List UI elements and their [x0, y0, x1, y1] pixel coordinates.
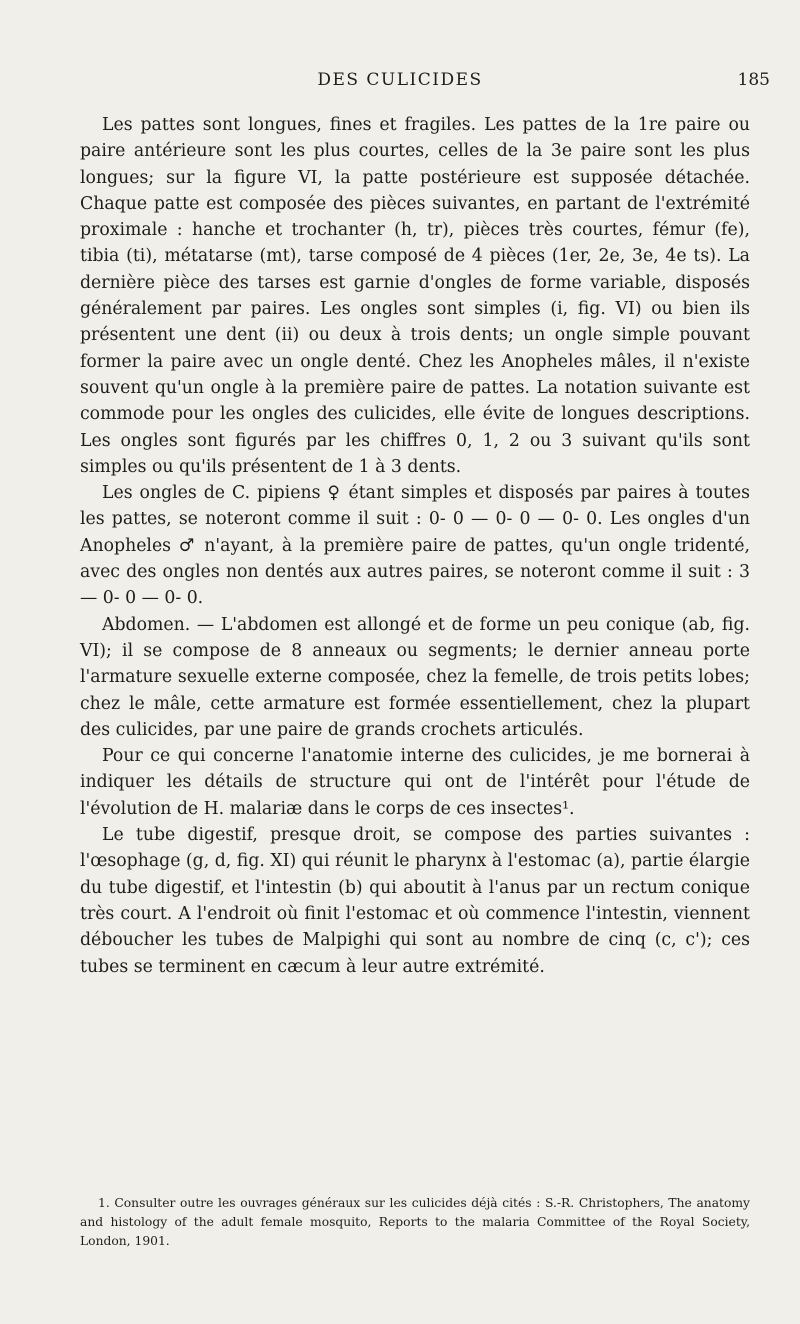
paragraph-legs: Les pattes sont longues, fines et fragiles. Les pattes de la 1re paire ou paire antérieure sont les plus courtes, celles de la 3e paire sont les plus longues; sur la figure VI, la patte postérieure est supposée détachée. Chaque patte est composée des pièces suivantes, en partant de l'extrémité proximale : hanche et trochanter (h, tr), pièces très courtes, fémur (fe), tibia (ti), métatarse (mt), tarse composé de 4 pièces (1er, 2e, 3e, 4e ts). La dernière pièce des tarses est garnie d'ongles de forme variable, disposés généralement par paires. Les ongles sont simples (i, fig. VI) ou bien ils présentent une dent (ii) ou deux à trois dents; un ongle simple pouvant former la paire avec un ongle denté. Chez les Anopheles mâles, il n'existe souvent qu'un ongle à la première paire de pattes. La notation suivante est commode pour les ongles des culicides, elle évite de longues descriptions. Les ongles sont figurés par les chiffres 0, 1, 2 ou 3 suivant qu'ils sont simples ou qu'ils présentent de 1 à 3 dents.: [80, 115, 750, 477]
running-title: DES CULICIDES: [317, 70, 483, 90]
paragraph-digestive-tube: Le tube digestif, presque droit, se compose des parties suivantes : l'œsophage (g, d, fig. XI) qui réunit le pharynx à l'estomac (a), partie élargie du tube digestif, et l'intestin (b) qui aboutit à l'anus par un rectum conique très court. A l'endroit où finit l'estomac et où commence l'intestin, viennent déboucher les tubes de Malpighi qui sont au nombre de cinq (c, c'); ces tubes se terminent en cæcum à leur autre extrémité.: [80, 825, 750, 977]
page-number: 185: [737, 70, 770, 90]
paragraph-abdomen: Abdomen. — L'abdomen est allongé et de forme un peu conique (ab, fig. VI); il se compose de 8 anneaux ou segments; le dernier anneau porte l'armature sexuelle externe composée, chez la femelle, de trois petits lobes; chez le mâle, cette armature est formée essentiellement, chez la plupart des culicides, par une paire de grands crochets articulés.: [80, 614, 750, 740]
paragraph-internal-anatomy: Pour ce qui concerne l'anatomie interne des culicides, je me bornerai à indiquer les détails de structure qui ont de l'intérêt pour l'étude de l'évolution de H. malariæ dans le corps de ces insectes¹.: [80, 746, 750, 819]
body-text: [80, 112, 750, 980]
page-header: [0, 70, 800, 100]
footnote-1: 1. Consulter outre les ouvrages généraux sur les culicides déjà cités : S.-R. Christophers, The anatomy and histology of the adult female mosquito, Reports to the malaria Committee of the Royal Society, London, 1901.: [80, 1196, 750, 1248]
footnotes: [80, 1194, 750, 1251]
paragraph-claws-notation: Les ongles de C. pipiens ♀ étant simples et disposés par paires à toutes les pattes, se noteront comme il suit : 0- 0 — 0- 0 — 0- 0. Les ongles d'un Anopheles ♂ n'ayant, à la première paire de pattes, qu'un ongle tridenté, avec des ongles non dentés aux autres paires, se noteront comme il suit : 3 — 0- 0 — 0- 0.: [80, 483, 750, 609]
